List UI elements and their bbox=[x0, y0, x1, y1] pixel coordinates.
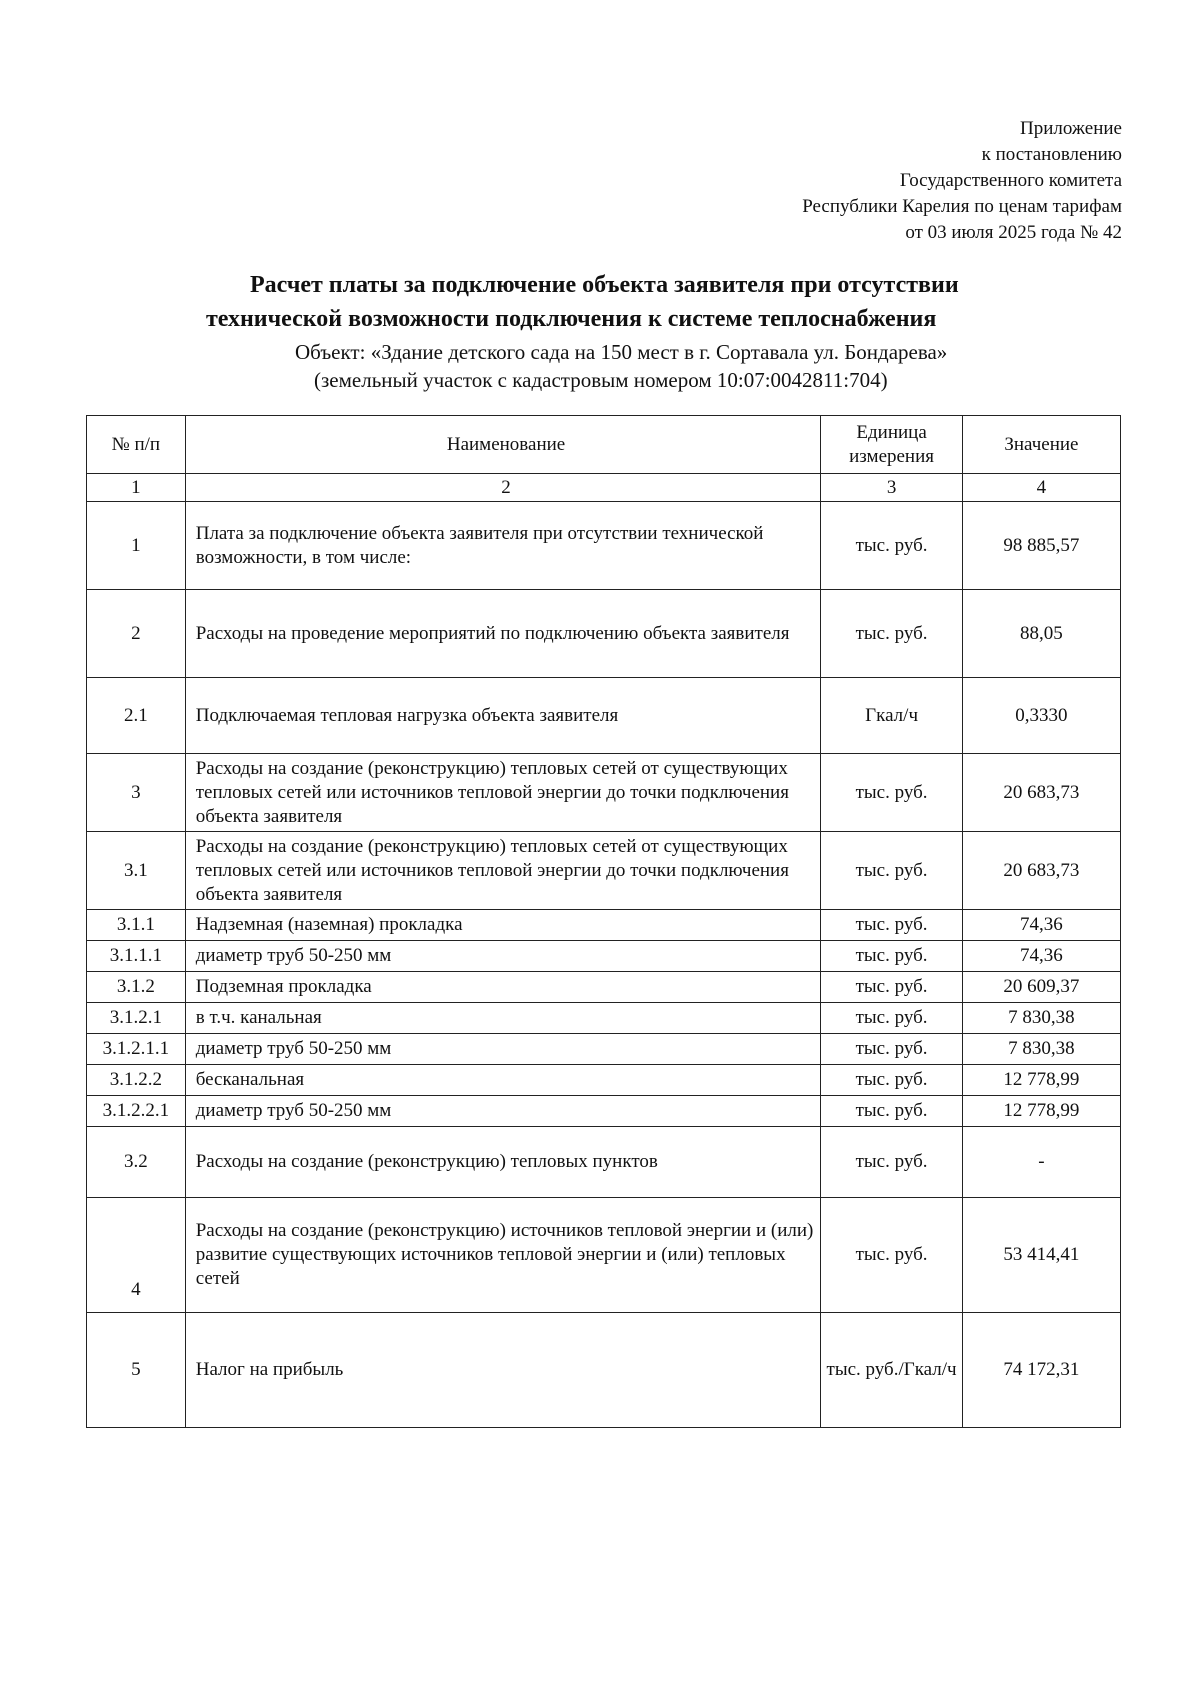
appendix-line: Республики Карелия по ценам тарифам bbox=[802, 196, 1122, 217]
row-name: диаметр труб 50-250 мм bbox=[185, 1096, 821, 1127]
row-value: 7 830,38 bbox=[962, 1003, 1120, 1034]
index-cell: 2 bbox=[185, 474, 821, 502]
index-cell: 3 bbox=[821, 474, 962, 502]
row-num: 3.1.2.1 bbox=[87, 1003, 186, 1034]
row-unit: тыс. руб. bbox=[821, 941, 962, 972]
row-value: 12 778,99 bbox=[962, 1096, 1120, 1127]
row-num: 3.1.2 bbox=[87, 972, 186, 1003]
row-unit: тыс. руб./Гкал/ч bbox=[821, 1313, 962, 1428]
table-row bbox=[87, 1198, 1121, 1313]
row-unit: Гкал/ч bbox=[821, 678, 962, 754]
header-name: Наименование bbox=[185, 416, 821, 474]
header-row bbox=[87, 416, 1121, 474]
row-value: 20 683,73 bbox=[962, 754, 1120, 832]
row-name: диаметр труб 50-250 мм bbox=[185, 941, 821, 972]
row-unit: тыс. руб. bbox=[821, 1003, 962, 1034]
row-name: Расходы на создание (реконструкцию) тепловых сетей от существующих тепловых сетей или источников тепловой энергии до точки подключения объекта заявителя bbox=[185, 832, 821, 910]
header-value: Значение bbox=[962, 416, 1120, 474]
row-unit: тыс. руб. bbox=[821, 754, 962, 832]
row-name: диаметр труб 50-250 мм bbox=[185, 1034, 821, 1065]
row-value: 20 683,73 bbox=[962, 832, 1120, 910]
row-name: Расходы на создание (реконструкцию) источников тепловой энергии и (или) развитие существующих источников тепловой энергии и (или) тепловых сетей bbox=[185, 1198, 821, 1313]
row-value: 0,3330 bbox=[962, 678, 1120, 754]
index-cell: 4 bbox=[962, 474, 1120, 502]
row-name: Подключаемая тепловая нагрузка объекта заявителя bbox=[185, 678, 821, 754]
row-num: 3 bbox=[87, 754, 186, 832]
table-row bbox=[87, 754, 1121, 832]
title-line-2: технической возможности подключения к системе теплоснабжения bbox=[206, 306, 937, 332]
row-name: в т.ч. канальная bbox=[185, 1003, 821, 1034]
row-value: 7 830,38 bbox=[962, 1034, 1120, 1065]
header-num: № п/п bbox=[87, 416, 186, 474]
table-row bbox=[87, 1003, 1121, 1034]
table-row bbox=[87, 678, 1121, 754]
table-row bbox=[87, 590, 1121, 678]
table-row bbox=[87, 502, 1121, 590]
row-num: 3.1.2.2.1 bbox=[87, 1096, 186, 1127]
appendix-line: от 03 июля 2025 года № 42 bbox=[905, 222, 1122, 243]
row-unit: тыс. руб. bbox=[821, 1198, 962, 1313]
row-num: 1 bbox=[87, 502, 186, 590]
row-value: 74,36 bbox=[962, 941, 1120, 972]
table-row bbox=[87, 832, 1121, 910]
calculation-table bbox=[86, 415, 1121, 1428]
row-num: 3.1.2.1.1 bbox=[87, 1034, 186, 1065]
appendix-line: Приложение bbox=[1020, 118, 1122, 139]
row-num: 3.1.2.2 bbox=[87, 1065, 186, 1096]
table-row bbox=[87, 1065, 1121, 1096]
row-num: 3.2 bbox=[87, 1127, 186, 1198]
row-value: 88,05 bbox=[962, 590, 1120, 678]
appendix-line: Государственного комитета bbox=[899, 170, 1122, 191]
row-unit: тыс. руб. bbox=[821, 1096, 962, 1127]
row-name: Подземная прокладка bbox=[185, 972, 821, 1003]
row-unit: тыс. руб. bbox=[821, 590, 962, 678]
table-row bbox=[87, 941, 1121, 972]
title-line-1: Расчет платы за подключение объекта заявителя при отсутствии bbox=[250, 272, 959, 298]
row-unit: тыс. руб. bbox=[821, 1127, 962, 1198]
header-unit: Единица измерения bbox=[821, 416, 962, 474]
row-value: 74,36 bbox=[962, 910, 1120, 941]
row-value: 74 172,31 bbox=[962, 1313, 1120, 1428]
row-num: 2 bbox=[87, 590, 186, 678]
table-row bbox=[87, 1034, 1121, 1065]
index-row bbox=[87, 474, 1121, 502]
row-num: 3.1.1.1 bbox=[87, 941, 186, 972]
row-name: Расходы на создание (реконструкцию) тепловых пунктов bbox=[185, 1127, 821, 1198]
appendix-line: к постановлению bbox=[981, 144, 1122, 165]
row-name: Плата за подключение объекта заявителя при отсутствии технической возможности, в том числе: bbox=[185, 502, 821, 590]
row-num: 4 bbox=[87, 1198, 186, 1313]
row-unit: тыс. руб. bbox=[821, 502, 962, 590]
row-value: 20 609,37 bbox=[962, 972, 1120, 1003]
cadastral-line: (земельный участок с кадастровым номером 10:07:0042811:704) bbox=[314, 368, 888, 392]
row-num: 5 bbox=[87, 1313, 186, 1428]
row-name: Налог на прибыль bbox=[185, 1313, 821, 1428]
table-row bbox=[87, 1313, 1121, 1428]
row-value: 98 885,57 bbox=[962, 502, 1120, 590]
row-name: Расходы на создание (реконструкцию) тепловых сетей от существующих тепловых сетей или источников тепловой энергии до точки подключения объекта заявителя bbox=[185, 754, 821, 832]
table-row bbox=[87, 910, 1121, 941]
index-cell: 1 bbox=[87, 474, 186, 502]
table-row bbox=[87, 1127, 1121, 1198]
appendix-block bbox=[802, 116, 1122, 246]
row-unit: тыс. руб. bbox=[821, 972, 962, 1003]
row-unit: тыс. руб. bbox=[821, 910, 962, 941]
row-num: 2.1 bbox=[87, 678, 186, 754]
row-value: 53 414,41 bbox=[962, 1198, 1120, 1313]
row-num: 3.1.1 bbox=[87, 910, 186, 941]
table-row bbox=[87, 972, 1121, 1003]
row-unit: тыс. руб. bbox=[821, 832, 962, 910]
table-row bbox=[87, 1096, 1121, 1127]
object-line: Объект: «Здание детского сада на 150 мест в г. Сортавала ул. Бондарева» bbox=[295, 340, 948, 364]
row-name: Надземная (наземная) прокладка bbox=[185, 910, 821, 941]
row-num: 3.1 bbox=[87, 832, 186, 910]
row-unit: тыс. руб. bbox=[821, 1065, 962, 1096]
row-name: Расходы на проведение мероприятий по подключению объекта заявителя bbox=[185, 590, 821, 678]
row-name: бесканальная bbox=[185, 1065, 821, 1096]
row-value: - bbox=[962, 1127, 1120, 1198]
row-value: 12 778,99 bbox=[962, 1065, 1120, 1096]
row-unit: тыс. руб. bbox=[821, 1034, 962, 1065]
